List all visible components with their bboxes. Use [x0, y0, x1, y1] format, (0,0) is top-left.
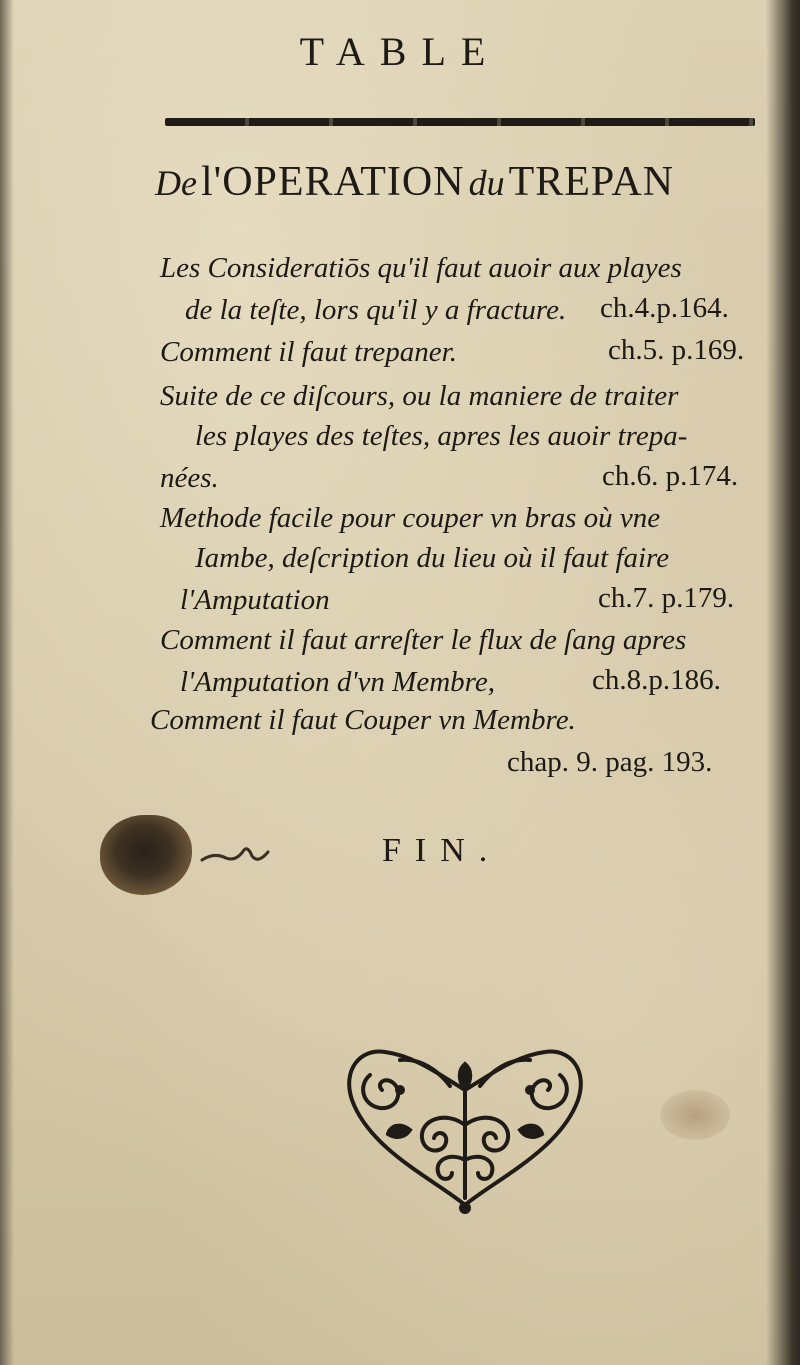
ink-stain [100, 815, 192, 895]
title-operation: l'OPERATION [200, 159, 465, 205]
entry-6-ref: chap. 9. pag. 193. [507, 746, 713, 778]
page-gutter-shadow [0, 0, 14, 1365]
entry-4-line-2: Iambe, deſcription du lieu où il faut faire [195, 542, 670, 574]
entry-4-line-1: Methode facile pour couper vn bras où vne [160, 502, 661, 534]
paper-spot [660, 1090, 730, 1140]
title-du: du [468, 163, 505, 203]
entry-3-ref: ch.6. p.174. [602, 460, 739, 492]
entry-3-line-2: les playes des teſtes, apres les auoir trepa- [195, 420, 688, 452]
header-rule [165, 118, 755, 126]
fin-text: FIN. [382, 832, 502, 869]
entry-4-line-3: l'Amputation [180, 584, 330, 616]
page-header: TABLE [299, 29, 501, 74]
entry-2-ref: ch.5. p.169. [608, 334, 745, 366]
entry-1-line-2: de la teſte, lors qu'il y a fracture. [185, 294, 567, 326]
entry-1-ref: ch.4.p.164. [600, 292, 729, 324]
entry-1-line-1: Les Consideratiōs qu'il faut auoir aux playes [160, 252, 682, 284]
page-edge-shadow [766, 0, 800, 1365]
entry-5-line-2: l'Amputation d'vn Membre, [180, 666, 495, 698]
floral-heart-ornament-icon [340, 1030, 590, 1215]
entry-5-ref: ch.8.p.186. [592, 664, 721, 696]
entry-2-line-1: Comment il faut trepaner. [160, 336, 457, 368]
title-trepan: TREPAN [508, 159, 675, 205]
entry-6-line-1: Comment il faut Couper vn Membre. [150, 704, 576, 736]
entry-3-line-3: nées. [160, 462, 219, 494]
ink-stain-tail [200, 844, 270, 868]
section-title [155, 158, 765, 206]
title-de: De [155, 163, 197, 203]
entry-4-ref: ch.7. p.179. [598, 582, 735, 614]
entry-5-line-1: Comment il faut arreſter le flux de ſang apres [160, 624, 687, 656]
entry-3-line-1: Suite de ce diſcours, ou la maniere de traiter [160, 380, 679, 412]
